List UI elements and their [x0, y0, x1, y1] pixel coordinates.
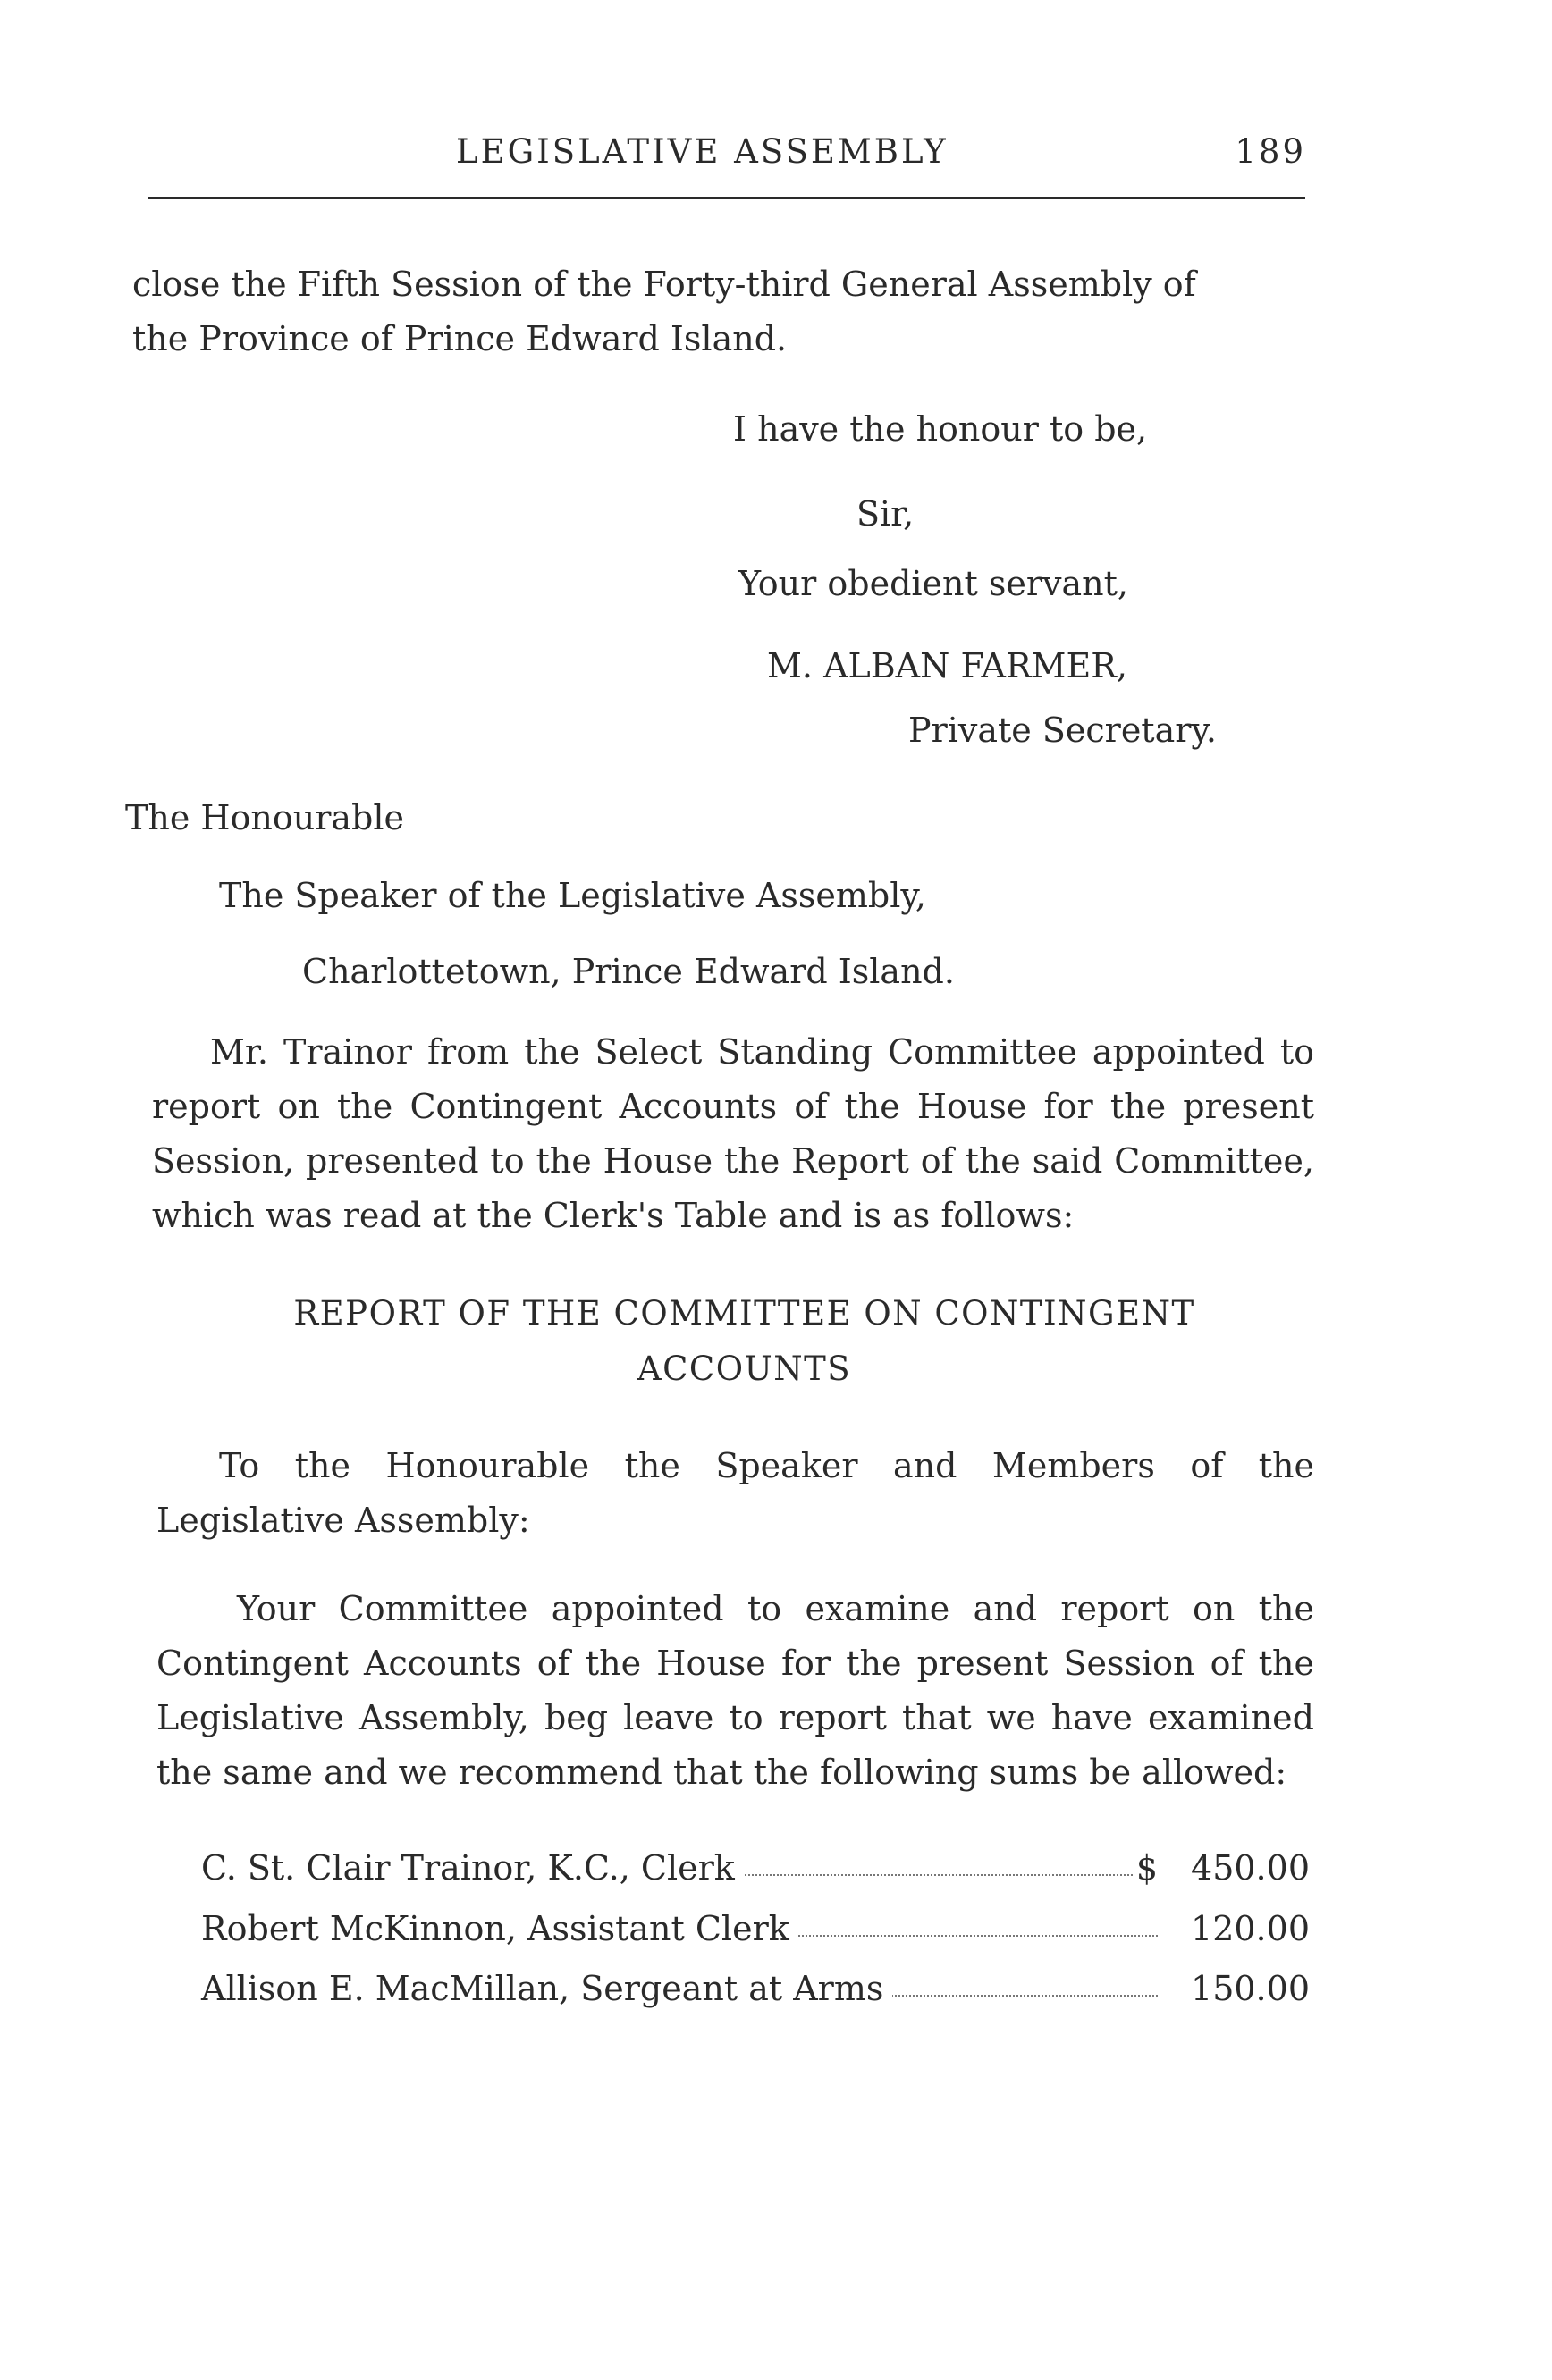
signer-name: M. ALBAN FARMER,: [767, 646, 1127, 685]
letter-valediction: Your obedient servant,: [738, 564, 1128, 603]
report-heading: ACCOUNTS: [637, 1350, 852, 1388]
allowance-row: [201, 1846, 1310, 1890]
running-head: [201, 132, 1306, 186]
allowance-row: [201, 1966, 1310, 2011]
letter-body-line: the Province of Prince Edward Island.: [132, 319, 788, 358]
report-address: To the Honourable the Speaker and Members of the Legislative Assembly:: [156, 1446, 1314, 1540]
amount: 120.00: [1191, 1909, 1310, 1948]
addressee-line: Charlottetown, Prince Edward Island.: [302, 952, 955, 991]
amount: 150.00: [1191, 1969, 1310, 2008]
letter-closing: I have the honour to be,: [733, 409, 1148, 449]
currency-symbol: $: [1133, 1846, 1158, 1890]
payee-name: Allison E. MacMillan, Sergeant at Arms: [201, 1966, 892, 2011]
signer-title: Private Secretary.: [908, 711, 1217, 750]
allowance-row: [201, 1906, 1310, 1951]
report-heading: REPORT OF THE COMMITTEE ON CONTINGENT: [293, 1294, 1195, 1333]
addressee-line: The Honourable: [125, 798, 405, 837]
amount: 450.00: [1191, 1848, 1310, 1888]
running-head-title: LEGISLATIVE ASSEMBLY: [456, 132, 949, 171]
proceeding-paragraph: Mr. Trainor from the Select Standing Committee appointed to report on the Contingent Accounts of the House for the present Session, presented to the House the Report of the said Committee, which was read at the Clerk's Table and is as follows:: [152, 1032, 1314, 1235]
payee-name: C. St. Clair Trainor, K.C., Clerk: [201, 1846, 744, 1890]
addressee-line: The Speaker of the Legislative Assembly,: [219, 876, 926, 915]
report-body: Your Committee appointed to examine and report on the Contingent Accounts of the House for the present Session of the Legislative Assembly, beg leave to report that we have examined the same and we recommend that the following sums be allowed:: [156, 1589, 1314, 1792]
page-number: 189: [1235, 132, 1306, 171]
payee-name: Robert McKinnon, Assistant Clerk: [201, 1906, 798, 1951]
header-rule: [148, 197, 1305, 199]
letter-body-line: close the Fifth Session of the Forty-third General Assembly of: [132, 265, 1196, 304]
letter-salutation: Sir,: [856, 494, 915, 534]
